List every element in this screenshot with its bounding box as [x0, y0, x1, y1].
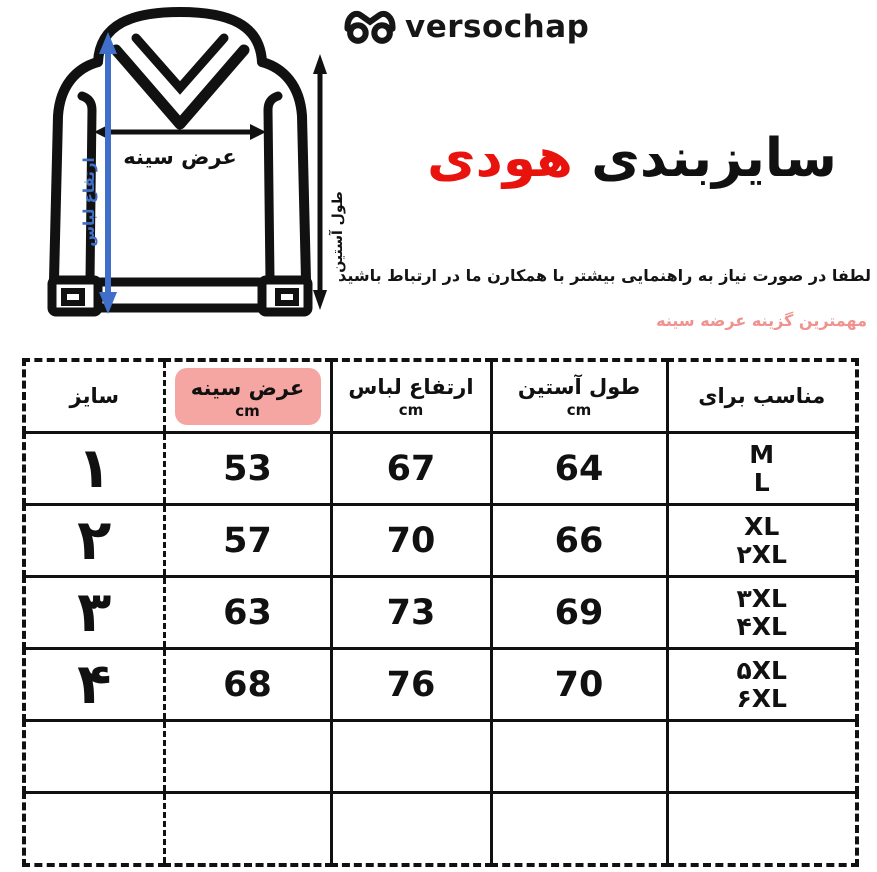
- hoodie-left-cuff: [52, 280, 98, 312]
- brand-name: versochap: [405, 9, 590, 45]
- fits-value: ۴XL: [736, 611, 787, 641]
- size-value: ۱: [77, 435, 112, 501]
- chest-value: 53: [223, 448, 272, 489]
- fits-cell: [667, 649, 857, 721]
- chest-value: 57: [223, 520, 272, 561]
- size-table: [22, 358, 859, 867]
- height-cell: [331, 649, 491, 721]
- height-cell: [331, 433, 491, 505]
- empty-cell: [491, 793, 667, 865]
- hoodie-left-cuff-rib: [64, 291, 82, 303]
- table-row: [24, 577, 857, 649]
- hoodie-hem: [98, 282, 262, 308]
- fits-value: XL: [744, 511, 780, 541]
- sleeve-length-arrowhead-top: [313, 54, 327, 74]
- empty-cell: [24, 793, 164, 865]
- height-value: 70: [386, 520, 436, 561]
- sleeve-length-arrowhead-bottom: [313, 290, 327, 310]
- hoodie-right-cuff: [262, 280, 308, 312]
- header-cell-sleeve-length: [491, 360, 667, 433]
- chest-cell: [164, 649, 331, 721]
- chest-value: 63: [223, 592, 272, 633]
- chest-cell: [164, 433, 331, 505]
- sleeve-value: 64: [554, 448, 604, 489]
- size-cell: [24, 433, 164, 505]
- sleeve-cell: [491, 433, 667, 505]
- sleeve-value: 69: [554, 592, 604, 633]
- empty-cell: [491, 721, 667, 793]
- size-cell: [24, 577, 164, 649]
- sleeve-cell: [491, 649, 667, 721]
- fits-cell: [667, 433, 857, 505]
- chest-cell: [164, 505, 331, 577]
- fits-value: M: [749, 439, 775, 469]
- header-cell-size: [24, 360, 164, 433]
- sleeve-cell: [491, 505, 667, 577]
- sleeve-value: 66: [554, 520, 604, 561]
- header-unit-chest-width: cm: [235, 402, 260, 421]
- height-value: 76: [386, 664, 436, 705]
- sleeve-length-label: طول آستین: [330, 191, 346, 273]
- page-title: [407, 126, 857, 192]
- garment-height-label: ارتفاع لباس: [80, 157, 98, 247]
- size-cell: [24, 649, 164, 721]
- page-title-main: سایزبندی: [591, 128, 837, 189]
- table-row: [24, 649, 857, 721]
- table-row: [24, 505, 857, 577]
- chest-width-label: عرض سینه: [123, 145, 237, 169]
- chest-width-arrowhead-right: [250, 124, 266, 140]
- chest-width-highlight: [175, 368, 321, 425]
- header-label-sleeve-length: طول آستین: [517, 374, 641, 399]
- empty-table-row: [24, 793, 857, 865]
- fits-value: L: [753, 467, 770, 497]
- header-cell-garment-height: [331, 360, 491, 433]
- header-cell-chest-width: [164, 360, 331, 433]
- empty-cell: [164, 793, 331, 865]
- table-header-row: [24, 360, 857, 433]
- header-unit-garment-height: cm: [398, 400, 424, 419]
- header-label-garment-height: ارتفاع لباس: [348, 374, 474, 399]
- sleeve-value: 70: [554, 664, 604, 705]
- size-value: ۴: [77, 651, 112, 717]
- chest-cell: [164, 577, 331, 649]
- fits-cell: [667, 577, 857, 649]
- header-cell-fits: [667, 360, 857, 433]
- header-label-fits: مناسب برای: [698, 384, 826, 408]
- empty-cell: [331, 793, 491, 865]
- fits-value: ۵XL: [736, 655, 787, 685]
- header-unit-sleeve-length: cm: [566, 400, 592, 419]
- brand-logo: [344, 8, 589, 46]
- size-cell: [24, 505, 164, 577]
- empty-cell: [164, 721, 331, 793]
- size-value: ۳: [77, 579, 112, 645]
- hoodie-diagram: [20, 2, 356, 332]
- height-value: 67: [386, 448, 436, 489]
- height-cell: [331, 505, 491, 577]
- empty-cell: [667, 793, 857, 865]
- fits-cell: [667, 505, 857, 577]
- height-cell: [331, 577, 491, 649]
- page-subtitle: لطفا در صورت نیاز به راهنمایی بیشتر با همکارن ما در ارتباط باشید: [338, 266, 871, 285]
- hoodie-right-cuff-rib: [278, 291, 296, 303]
- fits-value: ۳XL: [736, 583, 787, 613]
- empty-cell: [667, 721, 857, 793]
- chest-width-note: مهمترین گزینه عرضه سینه: [656, 311, 867, 330]
- height-value: 73: [386, 592, 436, 633]
- empty-table-row: [24, 721, 857, 793]
- header-label-size: سایز: [69, 384, 119, 408]
- table-row: [24, 433, 857, 505]
- sleeve-cell: [491, 577, 667, 649]
- fits-value: ۶XL: [736, 683, 787, 713]
- hoodie-right-seam: [268, 96, 278, 280]
- chest-value: 68: [223, 664, 272, 705]
- page-title-accent: هودی: [427, 128, 573, 189]
- fits-value: ۲XL: [736, 539, 787, 569]
- empty-cell: [331, 721, 491, 793]
- empty-cell: [24, 721, 164, 793]
- size-value: ۲: [77, 507, 112, 573]
- header-label-chest-width: عرض سینه: [190, 376, 305, 400]
